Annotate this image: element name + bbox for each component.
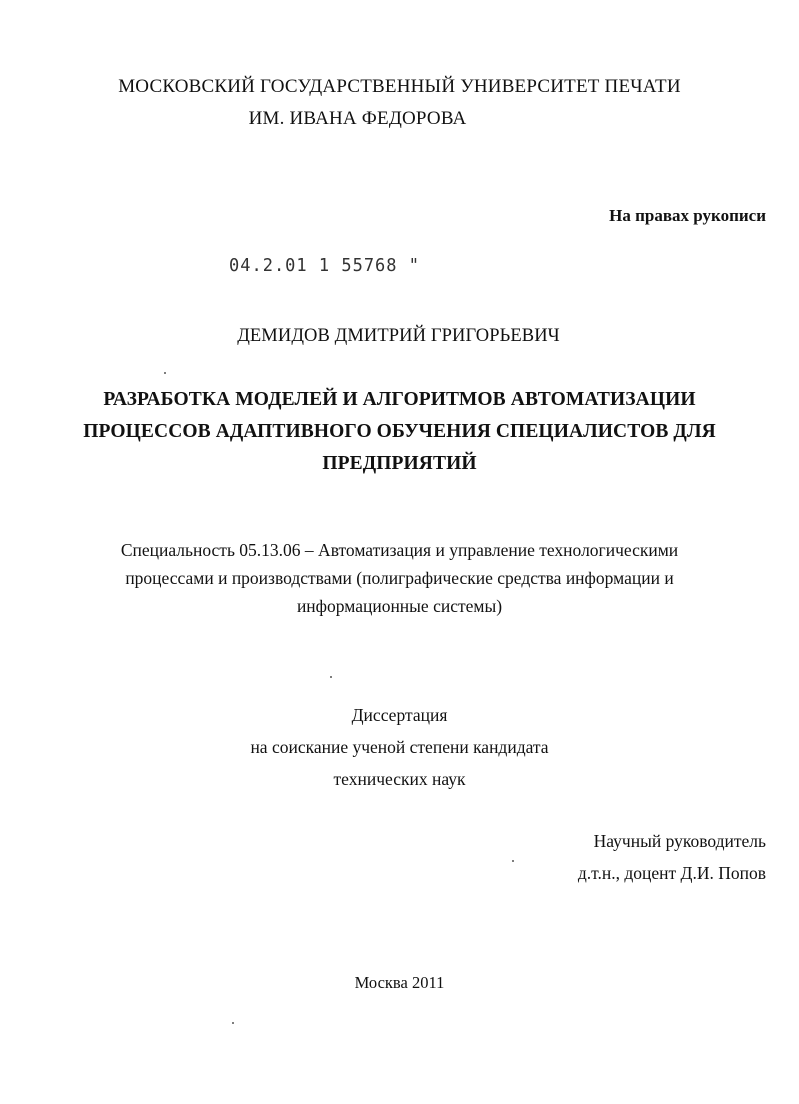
scan-speck [232, 1022, 234, 1024]
supervisor-name: д.т.н., доцент Д.И. Попов [577, 863, 766, 883]
scan-speck [512, 860, 514, 862]
dissertation-title-line-1: РАЗРАБОТКА МОДЕЛЕЙ И АЛГОРИТМОВ АВТОМАТИЗАЦИИ [103, 389, 696, 410]
rights-note: На правах рукописи [609, 206, 766, 225]
scan-speck [330, 676, 332, 678]
scan-speck [164, 372, 166, 374]
supervisor-label: Научный руководитель [593, 831, 766, 851]
specialty-line-2: процессами и производствами (полиграфические средства информации и [125, 568, 674, 588]
degree-line: на соискание ученой степени кандидата [250, 737, 549, 757]
dissertation-title-line-2: ПРОЦЕССОВ АДАПТИВНОГО ОБУЧЕНИЯ СПЕЦИАЛИСТОВ ДЛЯ [83, 421, 716, 442]
university-name-line-1: МОСКОВСКИЙ ГОСУДАРСТВЕННЫЙ УНИВЕРСИТЕТ ПЕЧАТИ [118, 76, 681, 97]
university-name-line-2: ИМ. ИВАНА ФЕДОРОВА [248, 108, 467, 129]
dissertation-type: Диссертация [351, 705, 448, 725]
specialty-line-1: Специальность 05.13.06 – Автоматизация и управление технологическими [120, 540, 679, 560]
dissertation-title-line-3: ПРЕДПРИЯТИЙ [322, 453, 477, 474]
specialty-line-3: информационные системы) [296, 596, 503, 616]
library-stamp-number: 04.2.01 1 55768 " [229, 255, 420, 277]
science-field-line: технических наук [333, 769, 466, 789]
city-year: Москва 2011 [354, 973, 445, 992]
author-name: ДЕМИДОВ ДМИТРИЙ ГРИГОРЬЕВИЧ [237, 326, 560, 346]
